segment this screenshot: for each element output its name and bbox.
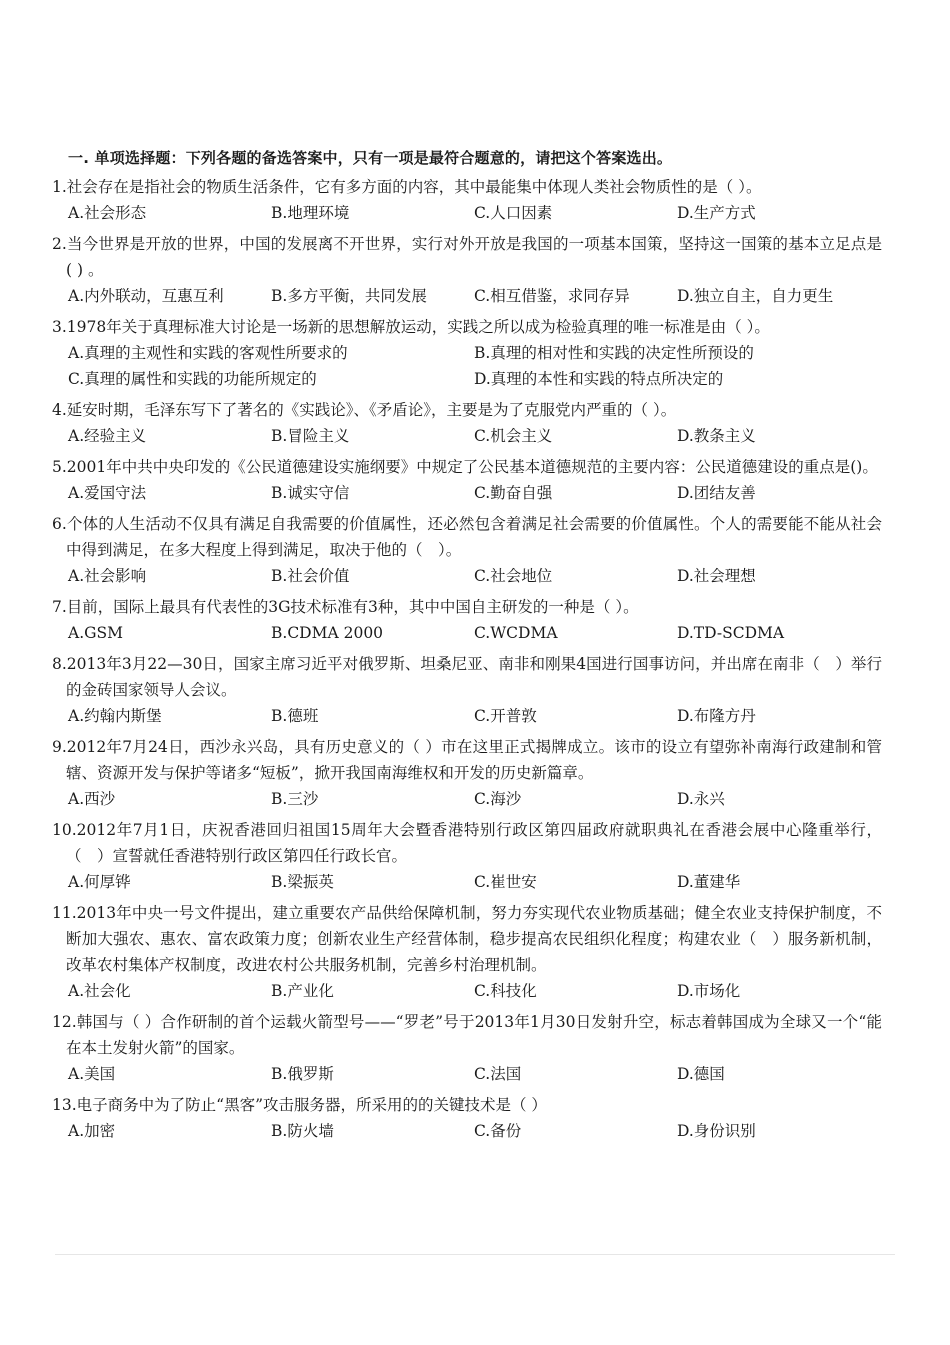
option-c: C.社会地位 (474, 567, 553, 585)
question-text: 1978年关于真理标准大讨论是一场新的思想解放运动，实践之所以成为检验真理的唯一标准是由（ ）。 (66, 318, 770, 336)
option-a: A.西沙 (68, 790, 116, 808)
option-b: B.地理环境 (271, 204, 350, 222)
question-text: 个体的人生活动不仅具有满足自我需要的价值属性，还必然包含着满足社会需要的价值属性。个人的需要能不能从社会中得到满足，在多大程度上得到满足，取决于他的（ ）。 (66, 515, 882, 559)
option-a: A.约翰内斯堡 (68, 707, 162, 725)
option-d: D.德国 (677, 1065, 725, 1083)
question-list (52, 174, 882, 1149)
question-number: 12. (52, 1013, 77, 1031)
question-7 (52, 594, 882, 646)
option-row (68, 978, 882, 1004)
option-a: A.何厚铧 (68, 873, 131, 891)
option-b: B.防火墙 (271, 1122, 334, 1140)
question-number: 1. (52, 178, 67, 196)
question-number: 13. (52, 1096, 77, 1114)
question-number: 6. (52, 515, 67, 533)
question-text: 韩国与（ ）合作研制的首个运载火箭型号——“罗老”号于2013年1月30日发射升空，标志着韩国成为全球又一个“能在本土发射火箭”的国家。 (66, 1013, 882, 1057)
option-b: B.多方平衡，共同发展 (271, 287, 427, 305)
option-b: B.产业化 (271, 982, 334, 1000)
question-number: 3. (52, 318, 67, 336)
option-c: C.开普敦 (474, 707, 537, 725)
option-b: B.CDMA 2000 (271, 624, 384, 642)
question-number: 4. (52, 401, 67, 419)
question-text: 延安时期，毛泽东写下了著名的《实践论》、《矛盾论》，主要是为了克服党内严重的（ ）。 (66, 401, 677, 419)
option-c: C.崔世安 (474, 873, 537, 891)
option-b: B.真理的相对性和实践的决定性所预设的 (474, 344, 754, 362)
question-number: 8. (52, 655, 67, 673)
question-8 (52, 651, 882, 729)
question-text: 当今世界是开放的世界，中国的发展离不开世界，实行对外开放是我国的一项基本国策，坚持这一国策的基本立足点是 ( ) 。 (66, 235, 882, 279)
question-11 (52, 900, 882, 1004)
question-text: 电子商务中为了防止“黑客”攻击服务器，所采用的的关键技术是（ ） (76, 1096, 547, 1114)
option-b: B.社会价值 (271, 567, 350, 585)
option-d: D.团结友善 (677, 484, 756, 502)
question-number: 5. (52, 458, 67, 476)
question-number: 2. (52, 235, 67, 253)
option-c: C.海沙 (474, 790, 522, 808)
option-c: C.备份 (474, 1122, 522, 1140)
question-2 (52, 231, 882, 309)
footer-divider (55, 1254, 895, 1255)
option-row (68, 480, 882, 506)
option-row (68, 563, 882, 589)
option-c: C.人口因素 (474, 204, 553, 222)
option-d: D.董建华 (677, 873, 741, 891)
question-number: 9. (52, 738, 67, 756)
option-c: C.真理的属性和实践的功能所规定的 (68, 370, 317, 388)
question-text: 2012年7月1日，庆祝香港回归祖国15周年大会暨香港特别行政区第四届政府就职典礼在香港会展中心隆重举行，（ ）宣誓就任香港特别行政区第四任行政长官。 (66, 821, 882, 865)
option-a: A.美国 (68, 1065, 116, 1083)
option-b: B.冒险主义 (271, 427, 350, 445)
question-text: 2001年中共中央印发的《公民道德建设实施纲要》中规定了公民基本道德规范的主要内容：公民道德建设的重点是()。 (66, 458, 878, 476)
option-b: B.俄罗斯 (271, 1065, 334, 1083)
option-a: A.真理的主观性和实践的客观性所要求的 (68, 344, 348, 362)
question-10 (52, 817, 882, 895)
option-d: D.独立自主，自力更生 (677, 287, 834, 305)
option-b: B.梁振英 (271, 873, 334, 891)
option-row (68, 340, 882, 392)
option-d: D.真理的本性和实践的特点所决定的 (474, 370, 724, 388)
option-b: B.德班 (271, 707, 319, 725)
option-d: D.社会理想 (677, 567, 756, 585)
option-row (68, 200, 882, 226)
question-6 (52, 511, 882, 589)
option-row (68, 703, 882, 729)
option-row (68, 1118, 882, 1144)
option-c: C.勤奋自强 (474, 484, 553, 502)
option-a: A.加密 (68, 1122, 116, 1140)
option-row (68, 1061, 882, 1087)
option-d: D.永兴 (677, 790, 725, 808)
question-text: 目前，国际上最具有代表性的3G技术标准有3种，其中中国自主研发的一种是（ ）。 (66, 598, 639, 616)
question-text: 2013年3月22—30日，国家主席习近平对俄罗斯、坦桑尼亚、南非和刚果4国进行国事访问，并出席在南非（ ）举行的金砖国家领导人会议。 (66, 655, 882, 699)
option-d: D.身份识别 (677, 1122, 756, 1140)
option-c: C.机会主义 (474, 427, 553, 445)
question-5 (52, 454, 882, 506)
option-d: D.教条主义 (677, 427, 756, 445)
option-c: C.科技化 (474, 982, 537, 1000)
section-heading: 一. 单项选择题：下列各题的备选答案中，只有一项是最符合题意的，请把这个答案选出。 (68, 149, 673, 167)
question-13 (52, 1092, 882, 1144)
option-b: B.三沙 (271, 790, 319, 808)
question-3 (52, 314, 882, 392)
option-a: A.社会影响 (68, 567, 147, 585)
question-9 (52, 734, 882, 812)
option-a: A.GSM (68, 624, 123, 642)
option-row (68, 786, 882, 812)
question-text: 社会存在是指社会的物质生活条件，它有多方面的内容，其中最能集中体现人类社会物质性的是（ ）。 (66, 178, 762, 196)
option-c: C.相互借鉴，求同存异 (474, 287, 630, 305)
option-c: C.法国 (474, 1065, 522, 1083)
option-a: A.社会化 (68, 982, 131, 1000)
question-text: 2013年中央一号文件提出，建立重要农产品供给保障机制，努力夯实现代农业物质基础；健全农业支持保护制度，不断加大强农、惠农、富农政策力度；创新农业生产经营体制，稳步提高农民组织化程度；构建农业（ ）服务新机制，改革农村集体产权制度，改进农村公共服务机制，完善乡村治理机制。 (66, 904, 882, 974)
option-a: A.经验主义 (68, 427, 147, 445)
option-c: C.WCDMA (474, 624, 558, 642)
option-d: D.市场化 (677, 982, 741, 1000)
option-row (68, 869, 882, 895)
option-d: D.TD-SCDMA (677, 624, 785, 642)
option-a: A.内外联动，互惠互利 (68, 287, 224, 305)
question-text: 2012年7月24日，西沙永兴岛，具有历史意义的（ ）市在这里正式揭牌成立。该市的设立有望弥补南海行政建制和管辖、资源开发与保护等诸多“短板”，掀开我国南海维权和开发的历史新篇章。 (66, 738, 882, 782)
option-d: D.布隆方丹 (677, 707, 756, 725)
option-d: D.生产方式 (677, 204, 756, 222)
question-4 (52, 397, 882, 449)
option-row (68, 620, 882, 646)
option-row (68, 423, 882, 449)
question-12 (52, 1009, 882, 1087)
question-number: 7. (52, 598, 67, 616)
question-number: 11. (52, 904, 77, 922)
question-1 (52, 174, 882, 226)
question-number: 10. (52, 821, 77, 839)
option-b: B.诚实守信 (271, 484, 350, 502)
option-row (68, 283, 882, 309)
option-a: A.社会形态 (68, 204, 147, 222)
option-a: A.爱国守法 (68, 484, 147, 502)
